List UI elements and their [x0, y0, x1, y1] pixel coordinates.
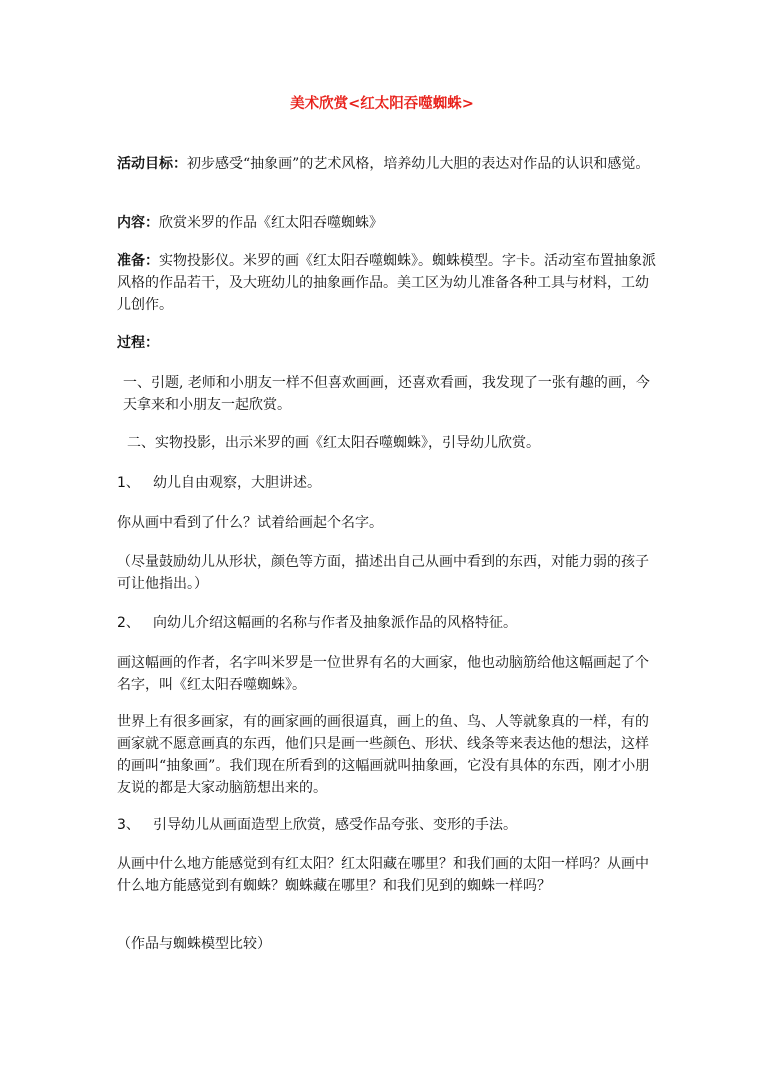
content-label: 内容： [117, 215, 159, 231]
step-two: 二、实物投影，出示米罗的画《红太阳吞噬蜘蛛》，引导幼儿欣赏。 [127, 435, 540, 451]
prep-paragraph [117, 250, 657, 316]
content-text: 欣赏米罗的作品《红太阳吞噬蜘蛛》 [159, 215, 383, 231]
note-one: （尽量鼓励幼儿从形状，颜色等方面，描述出自己从画中看到的东西，对能力弱的孩子可让他指出。） [117, 554, 649, 592]
question-three: 从画中什么地方能感觉到有红太阳？红太阳藏在哪里？和我们画的太阳一样吗？从画中什么地方能感觉到有蜘蛛？蜘蛛藏在哪里？和我们见到的蜘蛛一样吗？ [117, 856, 649, 894]
document-title: 美术欣赏<红太阳吞噬蜘蛛> [290, 96, 474, 112]
note-three: （作品与蜘蛛模型比较） [117, 936, 271, 952]
goal-label: 活动目标： [117, 156, 187, 172]
abstract-paragraph: 世界上有很多画家，有的画家画的画很逼真，画上的鱼、鸟、人等就象真的一样，有的画家就不愿意画真的东西，他们只是画一些颜色、形状、线条等来表达他的想法，这样的画叫“抽象画”。我们现在所看到的这幅画就叫抽象画，它没有具体的东西，刚才小朋友说的都是大家动脑筋想出来的。 [117, 714, 650, 796]
step-one: 一、引题, 老师和小朋友一样不但喜欢画画，还喜欢看画，我发现了一张有趣的画，今天拿来和小朋友一起欣赏。 [123, 375, 650, 413]
item-three [117, 814, 657, 836]
question-one: 你从画中看到了什么？试着给画起个名字。 [117, 515, 383, 531]
item-one-number: 1、 [117, 475, 140, 491]
content-paragraph [117, 212, 657, 234]
item-one [117, 472, 657, 494]
goal-paragraph [117, 153, 657, 175]
prep-label: 准备： [117, 253, 159, 269]
goal-text: 初步感受“抽象画”的艺术风格，培养幼儿大胆的表达对作品的认识和感觉。 [187, 156, 650, 172]
process-label: 过程： [117, 335, 159, 351]
prep-text: 实物投影仪。米罗的画《红太阳吞噬蜘蛛》。蜘蛛模型。字卡。活动室布置抽象派风格的作品若干，及大班幼儿的抽象画作品。美工区为幼儿准备各种工具与材料，工幼儿创作。 [117, 253, 656, 313]
item-three-text: 引导幼儿从画面造型上欣赏，感受作品夸张、变形的手法。 [153, 817, 517, 833]
item-two [117, 612, 657, 634]
item-two-number: 2、 [117, 615, 140, 631]
item-two-text: 向幼儿介绍这幅画的名称与作者及抽象派作品的风格特征。 [153, 615, 517, 631]
item-one-text: 幼儿自由观察，大胆讲述。 [153, 475, 321, 491]
item-three-number: 3、 [117, 817, 140, 833]
author-paragraph: 画这幅画的作者，名字叫米罗是一位世界有名的大画家，他也动脑筋给他这幅画起了个名字，叫《红太阳吞噬蜘蛛》。 [117, 655, 649, 693]
